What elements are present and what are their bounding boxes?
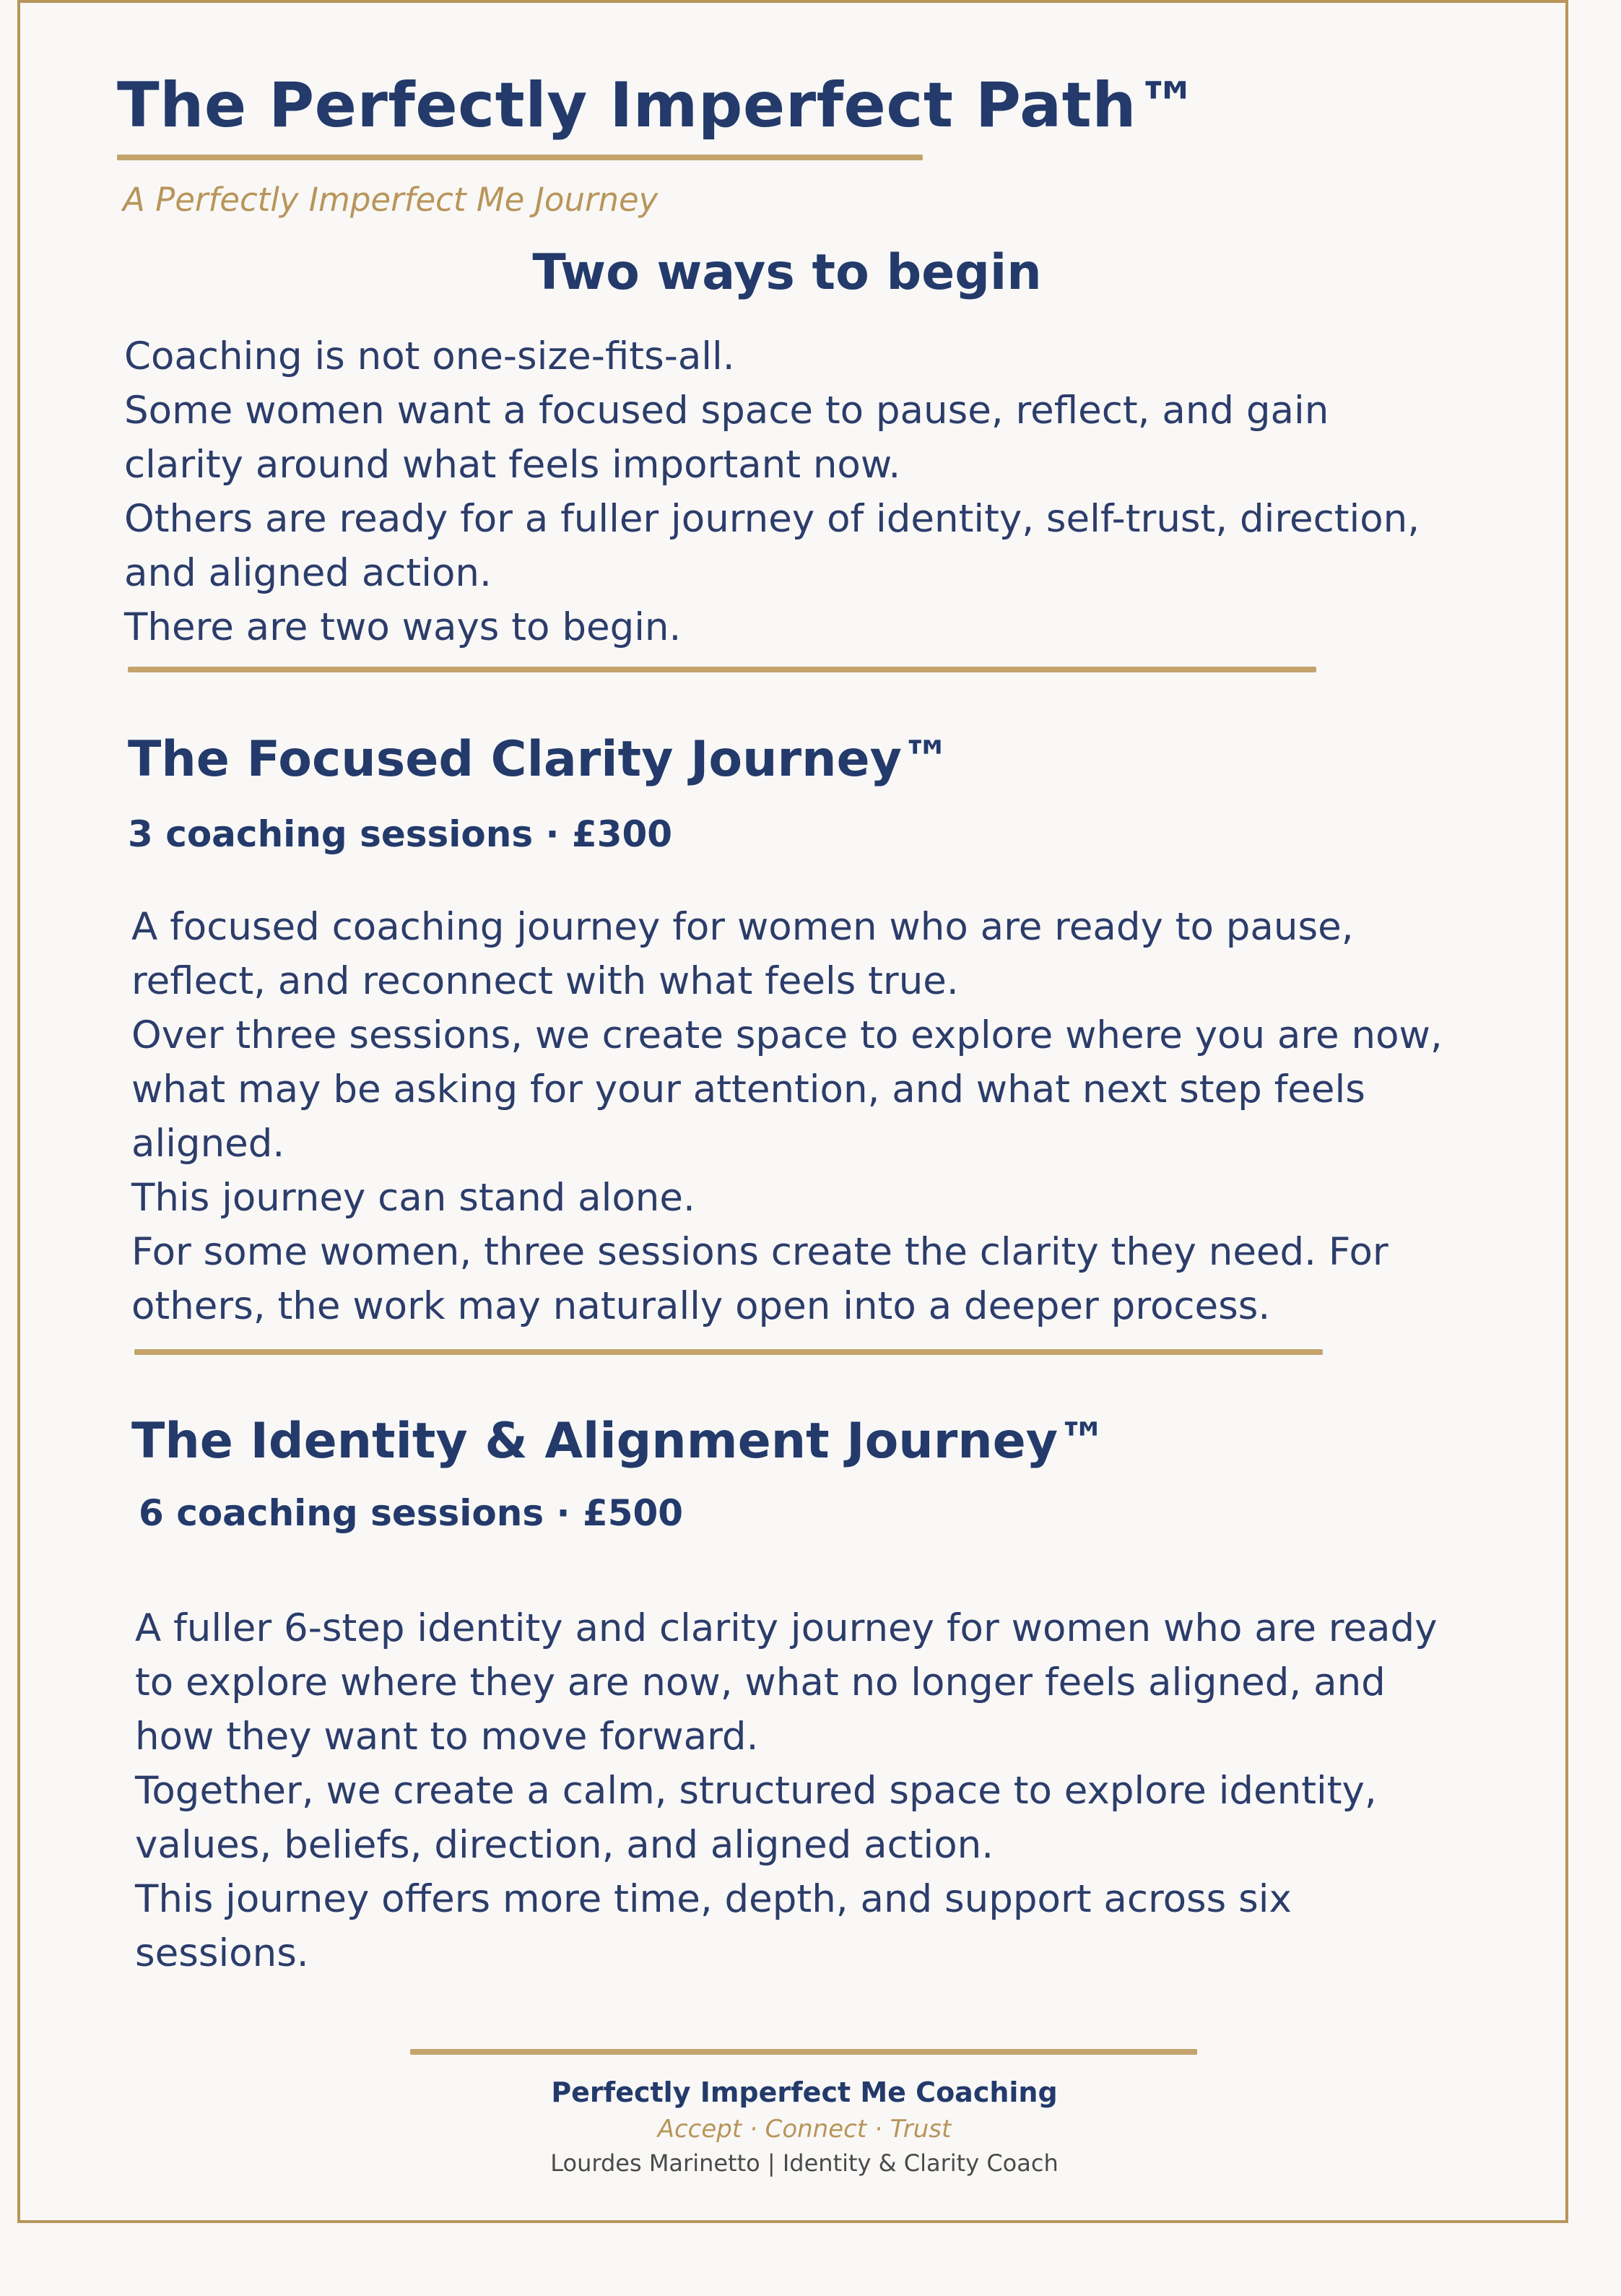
description-line: This journey can stand alone.: [131, 1176, 695, 1220]
description-line: This journey offers more time, depth, and support across six: [135, 1877, 1292, 1921]
footer-tagline: Accept · Connect · Trust: [657, 2115, 952, 2144]
intro-line: Coaching is not one-size-fits-all.: [124, 334, 735, 378]
intro-line: There are two ways to begin.: [124, 605, 682, 649]
description-line: Over three sessions, we create space to explore where you are now,: [131, 1013, 1443, 1057]
description-line: to explore where they are now, what no longer feels aligned, and: [135, 1660, 1386, 1704]
description-line: For some women, three sessions create the clarity they need. For: [131, 1230, 1389, 1274]
intro-line: clarity around what feels important now.: [124, 443, 901, 487]
identity-journey-title: The Identity & Alignment Journey™: [131, 1413, 1108, 1470]
description-line: A fuller 6-step identity and clarity journey for women who are ready: [135, 1606, 1438, 1650]
description-line: aligned.: [131, 1122, 285, 1166]
intro-paragraph: [124, 329, 1420, 654]
intro-heading: Two ways to begin: [532, 244, 1042, 301]
intro-line: and aligned action.: [124, 551, 492, 595]
identity-journey-price: 6 coaching sessions · £500: [139, 1492, 684, 1534]
intro-line: Others are ready for a fuller journey of identity, self-trust, direction,: [124, 497, 1420, 541]
intro-line: Some women want a focused space to pause, reflect, and gain: [124, 389, 1329, 433]
description-line: reflect, and reconnect with what feels true.: [131, 959, 959, 1003]
description-line: others, the work may naturally open into a deeper process.: [131, 1284, 1271, 1328]
focused-journey-title: The Focused Clarity Journey™: [128, 731, 951, 788]
description-line: how they want to move forward.: [135, 1715, 759, 1759]
focused-journey-price: 3 coaching sessions · £300: [128, 813, 673, 855]
description-line: A focused coaching journey for women who are ready to pause,: [131, 905, 1354, 949]
description-line: Together, we create a calm, structured space to explore identity,: [135, 1769, 1377, 1813]
identity-journey-description: [135, 1601, 1438, 1980]
page-title: The Perfectly Imperfect Path™: [117, 69, 1199, 142]
footer-author: Lourdes Marinetto | Identity & Clarity Coach: [550, 2149, 1059, 2177]
focused-journey-description: [131, 900, 1443, 1333]
section-divider: [128, 667, 1316, 672]
footer-brand: Perfectly Imperfect Me Coaching: [551, 2076, 1058, 2108]
page-subtitle: A Perfectly Imperfect Me Journey: [123, 181, 659, 219]
description-line: what may be asking for your attention, and what next step feels: [131, 1067, 1365, 1112]
section-divider: [134, 1349, 1323, 1355]
description-line: values, beliefs, direction, and aligned action.: [135, 1823, 994, 1867]
title-underline: [117, 155, 923, 160]
footer-divider: [410, 2049, 1197, 2055]
description-line: sessions.: [135, 1931, 309, 1975]
